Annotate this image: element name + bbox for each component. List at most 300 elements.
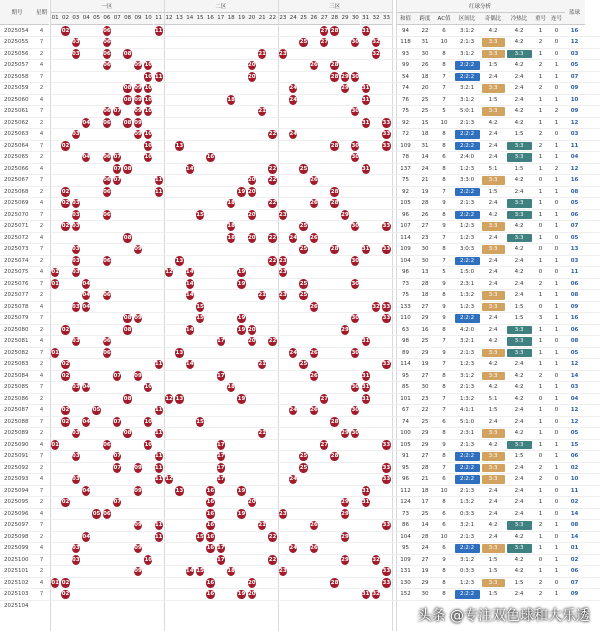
miss-count — [71, 347, 81, 359]
red-ball: 19 — [237, 188, 246, 195]
red-ball: 29 — [341, 85, 349, 92]
red-ball: 28 — [330, 73, 339, 80]
weekday-cell: 4 — [39, 62, 44, 69]
miss-count — [361, 175, 371, 187]
miss-count — [319, 83, 329, 95]
miss-count — [195, 37, 205, 49]
red-ball: 29 — [341, 430, 349, 437]
miss-count — [122, 382, 132, 394]
miss-count — [381, 198, 391, 210]
miss-count — [288, 186, 298, 198]
miss-count — [102, 313, 112, 325]
red-ball: 26 — [310, 349, 318, 356]
stat-cell: 0 — [554, 510, 559, 517]
stat-cell: 8 — [442, 177, 446, 184]
period-cell: 2025076 — [4, 280, 29, 287]
stat-cell: 1 — [538, 188, 543, 195]
miss-count — [216, 290, 226, 302]
stat-cell: 3:3 — [507, 50, 532, 59]
red-ball: 08 — [123, 395, 132, 402]
miss-count — [216, 566, 226, 578]
stat-cell: 86 — [402, 522, 410, 529]
red-ball: 28 — [330, 418, 339, 425]
stat-cell: 1 — [554, 591, 559, 598]
stat-cell: 0 — [554, 418, 559, 425]
miss-count — [288, 278, 298, 290]
stat-cell: 3:3 — [482, 464, 505, 473]
stat-cell: 2 — [538, 142, 543, 149]
miss-count — [91, 439, 101, 451]
miss-count — [91, 566, 101, 578]
miss-count — [371, 186, 381, 198]
miss-count — [71, 290, 81, 302]
red-ball: 22 — [268, 234, 277, 241]
stat-cell: 75 — [402, 292, 410, 299]
stat-cell: 3:3 — [482, 544, 505, 553]
stat-cell: 5:1:0 — [459, 418, 475, 425]
miss-count — [247, 554, 257, 566]
miss-count — [267, 566, 277, 578]
miss-count — [81, 393, 91, 405]
row-divider — [0, 289, 600, 290]
miss-count — [185, 94, 195, 106]
blue-ball-cell: 05 — [570, 430, 579, 437]
miss-count — [267, 405, 277, 417]
miss-count — [236, 566, 246, 578]
stat-cell: 137 — [400, 165, 411, 172]
blue-ball-cell: 02 — [570, 556, 579, 563]
header-number: 05 — [91, 13, 101, 26]
miss-count — [122, 497, 132, 509]
miss-count — [381, 336, 391, 348]
miss-count — [205, 566, 215, 578]
miss-count — [329, 117, 339, 129]
miss-count — [50, 71, 60, 83]
stat-cell: 104 — [400, 533, 411, 540]
miss-count — [143, 428, 153, 440]
stat-cell: 2 — [538, 476, 543, 483]
stat-cell: 1 — [538, 568, 543, 575]
miss-count — [278, 278, 288, 290]
stat-cell: 2:4 — [488, 487, 498, 494]
miss-count — [267, 347, 277, 359]
red-ball: 19 — [237, 510, 246, 517]
miss-count — [50, 474, 60, 486]
miss-count — [50, 416, 60, 428]
miss-count — [381, 324, 391, 336]
miss-count — [216, 520, 226, 532]
miss-count — [133, 439, 143, 451]
stat-cell: 1 — [554, 522, 559, 529]
miss-count — [226, 186, 236, 198]
miss-count — [91, 244, 101, 256]
red-ball: 14 — [185, 361, 194, 368]
miss-count — [164, 520, 174, 532]
miss-count — [185, 106, 195, 118]
red-ball: 06 — [103, 441, 111, 448]
header-number: 32 — [371, 13, 381, 26]
miss-count — [309, 163, 319, 175]
miss-count — [226, 589, 236, 601]
miss-count — [340, 129, 350, 141]
miss-count — [164, 186, 174, 198]
miss-count — [122, 543, 132, 555]
miss-count — [164, 497, 174, 509]
miss-count — [319, 359, 329, 371]
stat-cell: 0 — [538, 223, 543, 230]
stat-cell: 4:2 — [514, 27, 524, 34]
red-ball: 04 — [82, 280, 91, 287]
miss-count — [361, 543, 371, 555]
miss-count — [133, 152, 143, 164]
miss-count — [278, 554, 288, 566]
miss-count — [122, 152, 132, 164]
miss-count — [247, 370, 257, 382]
miss-count — [329, 106, 339, 118]
miss-count — [298, 83, 308, 95]
miss-count — [122, 577, 132, 589]
miss-count — [361, 474, 371, 486]
stat-cell: 2 — [554, 165, 559, 172]
miss-count — [350, 244, 360, 256]
miss-count — [154, 232, 164, 244]
miss-count — [164, 589, 174, 601]
stat-cell: 3:1:2 — [459, 556, 475, 563]
miss-count — [195, 393, 205, 405]
stat-cell: 2:2:2 — [455, 130, 480, 139]
stat-cell: 9 — [442, 349, 446, 356]
miss-count — [91, 393, 101, 405]
miss-count — [154, 439, 164, 451]
miss-count — [350, 485, 360, 497]
stat-cell: 16 — [421, 326, 429, 333]
miss-count — [319, 232, 329, 244]
miss-count — [278, 71, 288, 83]
miss-count — [174, 175, 184, 187]
miss-count — [164, 313, 174, 325]
miss-count — [278, 428, 288, 440]
weekday-cell: 4 — [39, 131, 44, 138]
header-number: 29 — [340, 13, 350, 26]
miss-count — [81, 255, 91, 267]
stat-cell: 2:1:3 — [459, 441, 475, 448]
red-ball: 16 — [206, 154, 215, 161]
period-cell: 2025100 — [4, 556, 29, 563]
miss-count — [267, 439, 277, 451]
miss-count — [371, 244, 381, 256]
miss-count — [267, 359, 277, 371]
period-cell: 2025059 — [4, 85, 29, 92]
miss-count — [216, 255, 226, 267]
miss-count — [350, 60, 360, 72]
miss-count — [319, 94, 329, 106]
miss-count — [340, 198, 350, 210]
miss-count — [143, 336, 153, 348]
miss-count — [143, 359, 153, 371]
miss-count — [185, 520, 195, 532]
stat-cell: 0 — [554, 50, 559, 57]
miss-count — [133, 451, 143, 463]
miss-count — [71, 393, 81, 405]
red-ball: 08 — [123, 315, 132, 322]
miss-count — [226, 71, 236, 83]
stat-cell: 1 — [554, 211, 559, 218]
stat-cell: 8 — [442, 131, 446, 138]
miss-count — [164, 140, 174, 152]
red-ball: 22 — [268, 338, 277, 345]
blue-ball-cell: 11 — [570, 142, 579, 149]
miss-count — [267, 474, 277, 486]
miss-count — [298, 382, 308, 394]
miss-count — [154, 221, 164, 233]
stat-cell: 2:4 — [488, 200, 498, 207]
stat-cell: 2 — [538, 39, 543, 46]
miss-count — [164, 577, 174, 589]
red-ball: 15 — [196, 315, 204, 322]
miss-count — [154, 278, 164, 290]
stat-cell: 3:1:2 — [459, 27, 475, 34]
weekday-cell: 4 — [39, 510, 44, 517]
stat-cell: 3:3 — [507, 199, 532, 208]
stat-cell: 18 — [421, 131, 429, 138]
miss-count — [112, 508, 122, 520]
miss-count — [371, 221, 381, 233]
miss-count — [195, 278, 205, 290]
miss-count — [81, 106, 91, 118]
miss-count — [350, 508, 360, 520]
red-ball: 31 — [361, 395, 370, 402]
stat-cell: 24 — [421, 545, 429, 552]
red-ball: 03 — [72, 223, 80, 230]
stat-cell: 5:1 — [488, 165, 498, 172]
miss-count — [60, 462, 70, 474]
stat-cell: 1:2:3 — [459, 361, 475, 368]
stat-cell: 8 — [442, 62, 446, 69]
miss-count — [91, 474, 101, 486]
miss-count — [340, 186, 350, 198]
miss-count — [216, 106, 226, 118]
miss-count — [278, 405, 288, 417]
miss-count — [112, 359, 122, 371]
red-ball: 26 — [310, 200, 318, 207]
miss-count — [195, 163, 205, 175]
miss-count — [164, 531, 174, 543]
miss-count — [50, 301, 60, 313]
red-ball: 09 — [134, 372, 142, 379]
stat-cell: 6 — [442, 154, 446, 161]
blue-ball-cell: 08 — [570, 522, 579, 529]
miss-count — [381, 393, 391, 405]
red-ball: 24 — [289, 407, 298, 414]
miss-count — [267, 313, 277, 325]
miss-count — [164, 232, 174, 244]
miss-count — [164, 175, 174, 187]
stat-cell: 3:3 — [507, 349, 532, 358]
red-ball: 04 — [82, 303, 91, 310]
stat-cell: 67 — [402, 407, 410, 414]
miss-count — [112, 60, 122, 72]
miss-count — [267, 267, 277, 279]
miss-count — [371, 451, 381, 463]
header-stat: 区间比 — [454, 13, 481, 26]
stat-cell: 96 — [402, 269, 410, 276]
miss-count — [91, 94, 101, 106]
stat-cell: 1:5 — [514, 131, 524, 138]
stat-cell: 2:1:3 — [459, 384, 475, 391]
miss-count — [257, 370, 267, 382]
stat-cell: 2:4 — [514, 487, 524, 494]
header-number: 23 — [278, 13, 288, 26]
miss-count — [154, 543, 164, 555]
miss-count — [340, 336, 350, 348]
miss-count — [216, 152, 226, 164]
blue-ball-cell: 09 — [570, 303, 579, 310]
stat-cell: 2:4 — [488, 280, 498, 287]
miss-count — [381, 451, 391, 463]
miss-count — [122, 198, 132, 210]
header-number: 01 — [50, 13, 60, 26]
miss-count — [112, 439, 122, 451]
stat-cell: 25 — [421, 108, 429, 115]
miss-count — [205, 60, 215, 72]
miss-count — [91, 106, 101, 118]
miss-count — [195, 508, 205, 520]
miss-count — [267, 290, 277, 302]
red-ball: 05 — [92, 407, 101, 414]
miss-count — [371, 255, 381, 267]
miss-count — [154, 267, 164, 279]
miss-count — [247, 485, 257, 497]
miss-count — [143, 589, 153, 601]
stat-cell: 2:2:2 — [455, 452, 480, 461]
header-number: 14 — [185, 13, 195, 26]
miss-count — [257, 71, 267, 83]
miss-count — [216, 37, 226, 49]
miss-count — [81, 60, 91, 72]
miss-count — [361, 232, 371, 244]
miss-count — [329, 428, 339, 440]
miss-count — [340, 221, 350, 233]
miss-count — [236, 232, 246, 244]
blue-ball-cell: 09 — [570, 591, 579, 598]
miss-count — [133, 497, 143, 509]
stat-cell: 1:5 — [488, 407, 498, 414]
miss-count — [102, 129, 112, 141]
miss-count — [205, 370, 215, 382]
red-ball: 07 — [113, 108, 122, 115]
miss-count — [257, 566, 267, 578]
stat-cell: 1:3:2 — [459, 499, 475, 506]
miss-count — [60, 163, 70, 175]
miss-count — [236, 129, 246, 141]
stat-cell: 0 — [554, 372, 559, 379]
red-ball: 15 — [196, 211, 204, 218]
miss-count — [195, 117, 205, 129]
miss-count — [205, 140, 215, 152]
miss-count — [247, 278, 257, 290]
miss-count — [340, 474, 350, 486]
miss-count — [112, 140, 122, 152]
red-ball: 30 — [351, 154, 360, 161]
miss-count — [361, 324, 371, 336]
stat-cell: 1:3:2 — [459, 395, 475, 402]
red-ball: 10 — [144, 384, 153, 391]
miss-count — [195, 129, 205, 141]
red-ball: 10 — [144, 62, 153, 69]
miss-count — [226, 531, 236, 543]
miss-count — [319, 554, 329, 566]
miss-count — [216, 60, 226, 72]
miss-count — [257, 589, 267, 601]
miss-count — [329, 531, 339, 543]
stat-cell: 2:1:3 — [459, 200, 475, 207]
stat-cell: 3:3 — [482, 38, 505, 47]
miss-count — [350, 186, 360, 198]
miss-count — [81, 520, 91, 532]
miss-count — [371, 577, 381, 589]
miss-count — [60, 60, 70, 72]
period-cell: 2025077 — [4, 292, 29, 299]
miss-count — [329, 37, 339, 49]
miss-count — [319, 520, 329, 532]
miss-count — [50, 198, 60, 210]
miss-count — [298, 405, 308, 417]
period-cell: 2025058 — [4, 73, 29, 80]
miss-count — [309, 508, 319, 520]
miss-count — [60, 278, 70, 290]
blue-ball-cell: 12 — [570, 361, 579, 368]
miss-count — [71, 140, 81, 152]
miss-count — [340, 175, 350, 187]
miss-count — [298, 370, 308, 382]
miss-count — [381, 37, 391, 49]
header-week: 星期 — [34, 0, 49, 25]
red-ball: 02 — [61, 200, 70, 207]
miss-count — [288, 152, 298, 164]
period-cell: 2025101 — [4, 568, 29, 575]
miss-count — [216, 267, 226, 279]
red-ball: 21 — [258, 108, 266, 115]
stat-cell: 95 — [402, 372, 410, 379]
miss-count — [216, 577, 226, 589]
miss-count — [185, 313, 195, 325]
miss-count — [298, 209, 308, 221]
stat-cell: 3 — [538, 315, 543, 322]
stat-cell: 0 — [554, 338, 559, 345]
miss-count — [298, 577, 308, 589]
miss-count — [164, 439, 174, 451]
miss-count — [195, 221, 205, 233]
miss-count — [319, 405, 329, 417]
stat-cell: 2:2:2 — [455, 464, 480, 473]
stat-cell: 2:4 — [514, 591, 524, 598]
miss-count — [361, 313, 371, 325]
stat-cell: 30 — [421, 591, 429, 598]
stat-cell: 1:5 — [488, 188, 498, 195]
stat-cell: 2:4 — [514, 292, 524, 299]
stat-cell: 109 — [400, 142, 411, 149]
miss-count — [309, 451, 319, 463]
miss-count — [81, 462, 91, 474]
header-stat: 重号 — [533, 13, 549, 26]
miss-count — [164, 451, 174, 463]
miss-count — [195, 347, 205, 359]
miss-count — [288, 25, 298, 37]
miss-count — [102, 520, 112, 532]
miss-count — [102, 267, 112, 279]
miss-count — [278, 25, 288, 37]
miss-count — [236, 520, 246, 532]
